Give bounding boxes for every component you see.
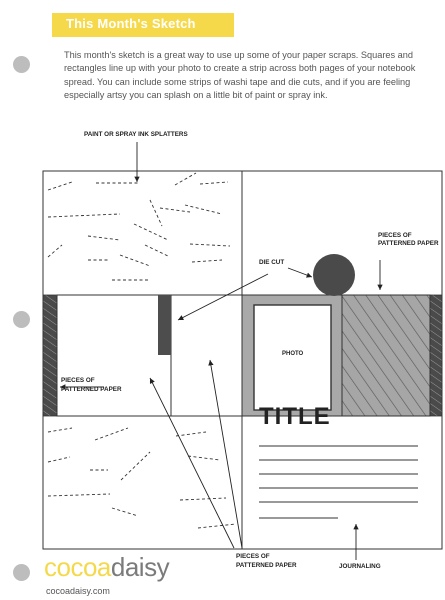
label-patterned-left-1: PIECES OF bbox=[61, 377, 95, 384]
title-placeholder: TITLE bbox=[259, 403, 331, 430]
label-patterned-left-2: PATTERNED PAPER bbox=[61, 386, 122, 393]
cocoadaisy-logo bbox=[44, 553, 169, 581]
label-die-cut: DIE CUT bbox=[259, 259, 285, 266]
label-photo: PHOTO bbox=[282, 351, 304, 357]
intro-paragraph: This month's sketch is a great way to use up some of your paper scraps. Squares and rectangles line up with your photo to create a strip across both pages of your notebook spread. You can include some strips of washi tape and die cuts, and if you are feeling especially artsy you can splash on a little bit of paint or spray ink. bbox=[64, 50, 416, 101]
logo-part-daisy: daisy bbox=[110, 552, 170, 582]
label-patterned-right-2: PATTERNED PAPER bbox=[378, 240, 439, 247]
page-title: This Month's Sketch bbox=[66, 16, 196, 31]
label-patterned-bottom-2: PATTERNED PAPER bbox=[236, 562, 297, 569]
washi-tape-strip bbox=[158, 295, 171, 355]
left-square-2 bbox=[171, 295, 242, 416]
label-patterned-bottom-1: PIECES OF bbox=[236, 553, 270, 560]
logo-part-cocoa: cocoa bbox=[44, 552, 111, 582]
label-patterned-right-1: PIECES OF bbox=[378, 232, 412, 239]
label-journaling: JOURNALING bbox=[339, 563, 381, 570]
label-paint-splatters: PAINT OR SPRAY INK SPLATTERS bbox=[84, 131, 188, 138]
photo-box bbox=[254, 305, 331, 410]
left-square-1 bbox=[57, 295, 171, 416]
footer-url: cocoadaisy.com bbox=[46, 586, 110, 596]
left-edge-stripe bbox=[43, 295, 57, 416]
patterned-paper-block bbox=[342, 295, 430, 416]
die-cut-circle bbox=[313, 254, 355, 296]
right-edge-stripe bbox=[430, 295, 442, 416]
